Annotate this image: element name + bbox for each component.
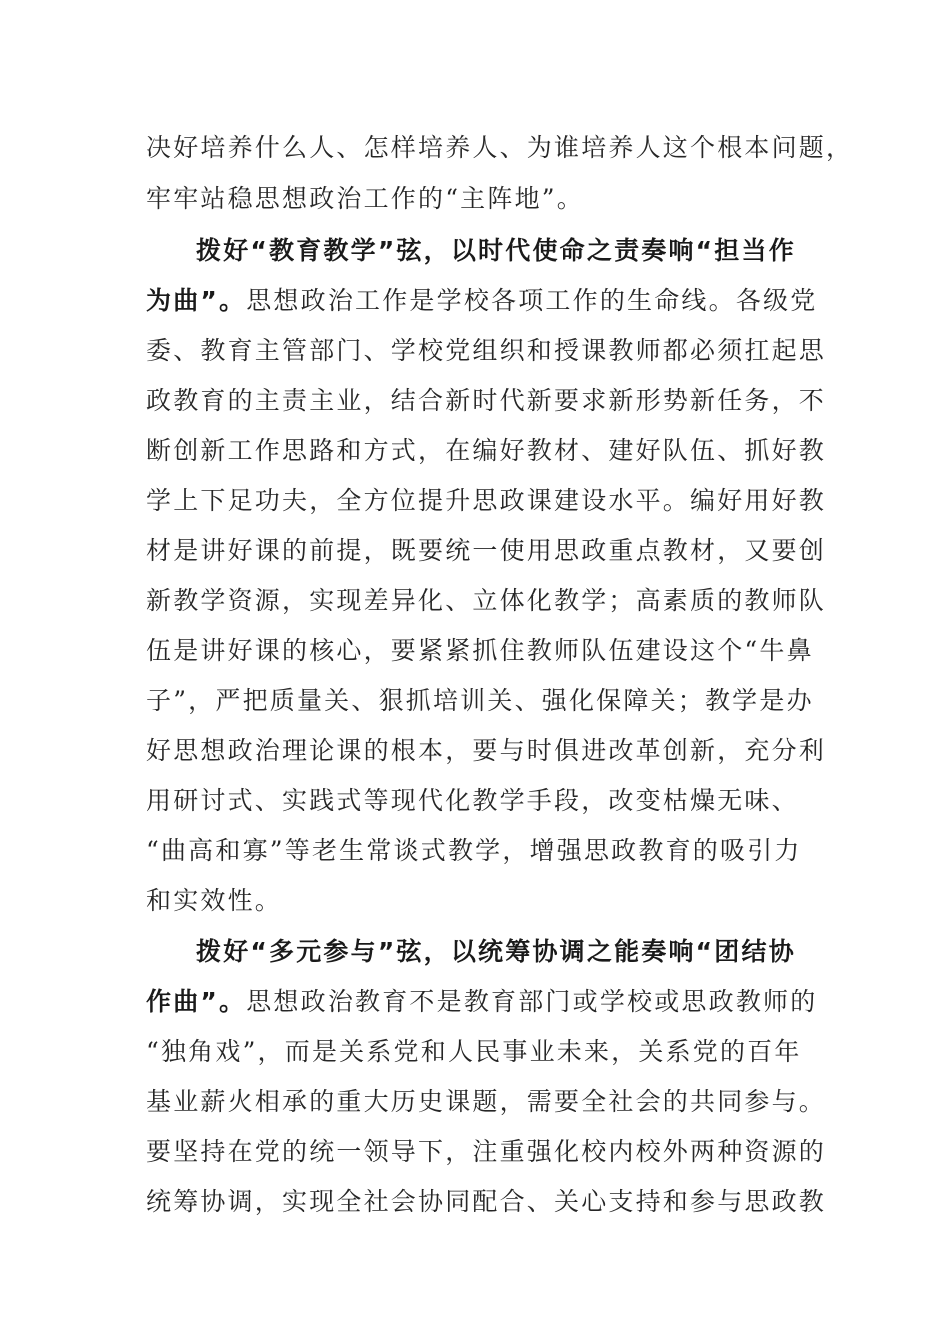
section-heading-end: 为曲”。 (146, 286, 247, 315)
paragraph-text: 思想政治教育不是教育部门或学校或思政教师的 (246, 987, 818, 1016)
paragraph-line: 决好培养什么人、怎样培养人、为谁培养人这个根本问题， (146, 133, 854, 162)
paragraph-line (146, 985, 817, 1019)
paragraph-line: 和实效性。 (146, 886, 283, 915)
paragraph-line: 伍是讲好课的核心，要紧紧抓住教师队伍建设这个“牛鼻 (146, 636, 814, 665)
section-heading: 拨好“多元参与”弦，以统筹协调之能奏响“团结协 (196, 937, 796, 966)
paragraph-line (146, 284, 817, 318)
paragraph-line: “曲高和寡”等老生常谈式教学，增强思政教育的吸引力 (146, 836, 802, 865)
paragraph-text: 思想政治工作是学校各项工作的生命线。各级党 (246, 286, 818, 315)
paragraph-line: 材是讲好课的前提，既要统一使用思政重点教材，又要创 (146, 536, 827, 565)
paragraph-line: 断创新工作思路和方式，在编好教材、建好队伍、抓好教 (146, 436, 827, 465)
paragraph-line: 子”，严把质量关、狠抓培训关、强化保障关；教学是办 (146, 686, 814, 715)
paragraph-line: 统筹协调，实现全社会协同配合、关心支持和参与思政教 (146, 1187, 827, 1216)
paragraph-line: 好思想政治理论课的根本，要与时俱进改革创新，充分利 (146, 736, 827, 765)
paragraph-line: 委、教育主管部门、学校党组织和授课教师都必须扛起思 (146, 336, 827, 365)
paragraph-line: 学上下足功夫，全方位提升思政课建设水平。编好用好教 (146, 486, 827, 515)
paragraph-line: 牢牢站稳思想政治工作的“主阵地”。 (146, 184, 584, 213)
paragraph-line: 用研讨式、实践式等现代化教学手段，改变枯燥无味、 (146, 786, 799, 815)
paragraph-line: 要坚持在党的统一领导下，注重强化校内校外两种资源的 (146, 1137, 827, 1166)
paragraph-line: “独角戏”，而是关系党和人民事业未来，关系党的百年 (146, 1037, 802, 1066)
paragraph-line: 基业薪火相承的重大历史课题，需要全社会的共同参与。 (146, 1087, 827, 1116)
paragraph-line: 新教学资源，实现差异化、立体化教学；高素质的教师队 (146, 586, 827, 615)
section-heading: 拨好“教育教学”弦，以时代使命之责奏响“担当作 (196, 236, 796, 265)
section-heading-end: 作曲”。 (146, 987, 247, 1016)
paragraph-line: 政教育的主责主业，结合新时代新要求新形势新任务，不 (146, 386, 827, 415)
